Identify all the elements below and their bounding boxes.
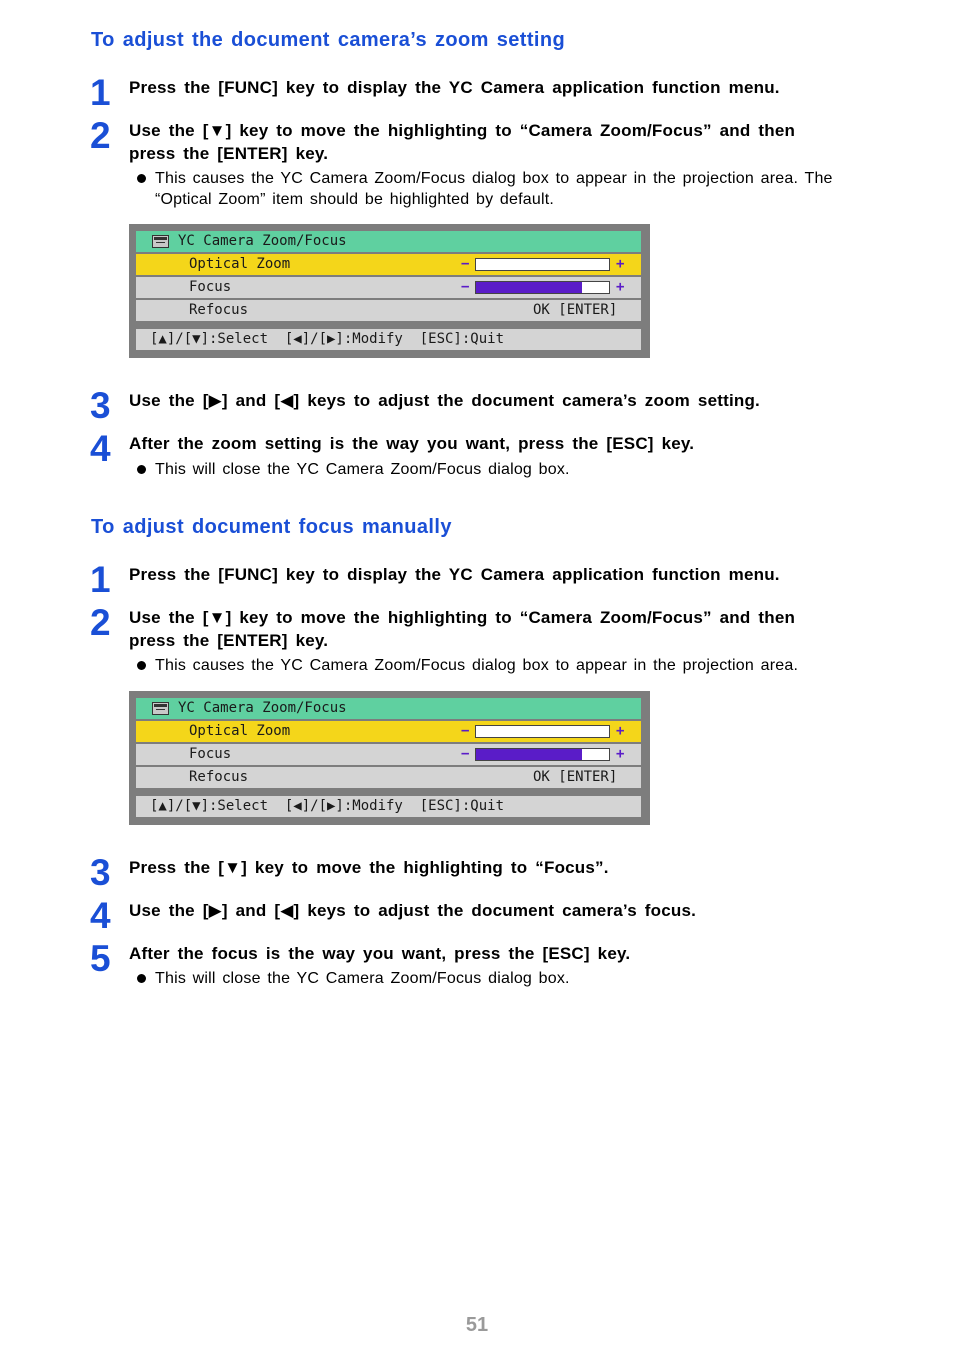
dialog-title-bar (136, 231, 641, 252)
bullet-dot-icon (137, 174, 146, 183)
menu-item-focus (136, 277, 641, 298)
section-heading-focus: To adjust document focus manually (91, 516, 452, 538)
bullet-note (137, 968, 837, 989)
step-text: Use the [▶] and [◀] keys to adjust the document camera’s focus. (129, 901, 697, 920)
optical-zoom-label: Optical Zoom (189, 256, 291, 272)
window-icon (152, 235, 169, 248)
status-bar-text: [▲]/[▼]:Select [◀]/[▶]:Modify [ESC]:Quit (150, 331, 505, 347)
optical-zoom-label: Optical Zoom (189, 723, 291, 739)
refocus-action: OK [ENTER] (533, 302, 618, 318)
dialog-status-bar (136, 796, 641, 817)
dialog-title: YC Camera Zoom/Focus (178, 700, 347, 716)
step-number: 1 (90, 559, 111, 600)
bullet-dot-icon (137, 465, 146, 474)
menu-item-focus (136, 744, 641, 765)
step-number: 2 (90, 115, 111, 156)
optical-zoom-slider (475, 258, 610, 271)
plus-icon: + (616, 256, 625, 272)
step-number: 4 (90, 428, 111, 469)
bullet-dot-icon (137, 974, 146, 983)
menu-item-optical-zoom (136, 254, 641, 275)
status-bar-text: [▲]/[▼]:Select [◀]/[▶]:Modify [ESC]:Quit (150, 798, 505, 814)
minus-icon: − (461, 723, 470, 739)
menu-item-refocus (136, 300, 641, 321)
step-number: 5 (90, 938, 111, 979)
menu-item-optical-zoom (136, 721, 641, 742)
step-text: After the zoom setting is the way you want, press the [ESC] key. (129, 434, 695, 453)
zoom-focus-dialog-screenshot (129, 691, 650, 825)
step-text: After the focus is the way you want, press the [ESC] key. (129, 944, 631, 963)
dialog-title-bar (136, 698, 641, 719)
plus-icon: + (616, 746, 625, 762)
minus-icon: − (461, 279, 470, 295)
focus-label: Focus (189, 279, 232, 295)
bullet-text: This will close the YC Camera Zoom/Focus dialog box. (155, 461, 570, 478)
step-number: 2 (90, 602, 111, 643)
bullet-note (137, 655, 837, 676)
zoom-focus-dialog-screenshot (129, 224, 650, 358)
step-number: 4 (90, 895, 111, 936)
step-number: 1 (90, 72, 111, 113)
section-heading-zoom: To adjust the document camera’s zoom setting (91, 29, 566, 51)
page-number: 51 (465, 1314, 489, 1336)
refocus-label: Refocus (189, 769, 249, 785)
plus-icon: + (616, 279, 625, 295)
refocus-label: Refocus (189, 302, 249, 318)
plus-icon: + (616, 723, 625, 739)
step-text: Press the [▼] key to move the highlighting to “Focus”. (129, 858, 609, 877)
dialog-status-bar (136, 329, 641, 350)
bullet-text: This causes the YC Camera Zoom/Focus dialog box to appear in the projection area. (155, 657, 799, 674)
dialog-title: YC Camera Zoom/Focus (178, 233, 347, 249)
bullet-note (137, 168, 837, 210)
focus-slider (475, 748, 610, 761)
bullet-note (137, 459, 837, 480)
window-icon (152, 702, 169, 715)
bullet-text: This causes the YC Camera Zoom/Focus dialog box to appear in the projection area. The “Optical Zoom” item should be highlighted by default. (155, 170, 833, 208)
slider-fill (476, 749, 582, 760)
minus-icon: − (461, 746, 470, 762)
step-number: 3 (90, 385, 111, 426)
bullet-dot-icon (137, 661, 146, 670)
step-text: Press the [FUNC] key to display the YC Camera application function menu. (129, 565, 780, 584)
slider-fill (476, 282, 582, 293)
step-text: Press the [FUNC] key to display the YC Camera application function menu. (129, 78, 780, 97)
optical-zoom-slider (475, 725, 610, 738)
step-text: Use the [▶] and [◀] keys to adjust the document camera’s zoom setting. (129, 391, 760, 410)
step-number: 3 (90, 852, 111, 893)
focus-slider (475, 281, 610, 294)
refocus-action: OK [ENTER] (533, 769, 618, 785)
menu-item-refocus (136, 767, 641, 788)
focus-label: Focus (189, 746, 232, 762)
bullet-text: This will close the YC Camera Zoom/Focus dialog box. (155, 970, 570, 987)
minus-icon: − (461, 256, 470, 272)
step-text: Use the [▼] key to move the highlighting to “Camera Zoom/Focus” and then press the [ENTER] key. (129, 121, 796, 163)
step-text: Use the [▼] key to move the highlighting to “Camera Zoom/Focus” and then press the [ENTER] key. (129, 608, 796, 650)
